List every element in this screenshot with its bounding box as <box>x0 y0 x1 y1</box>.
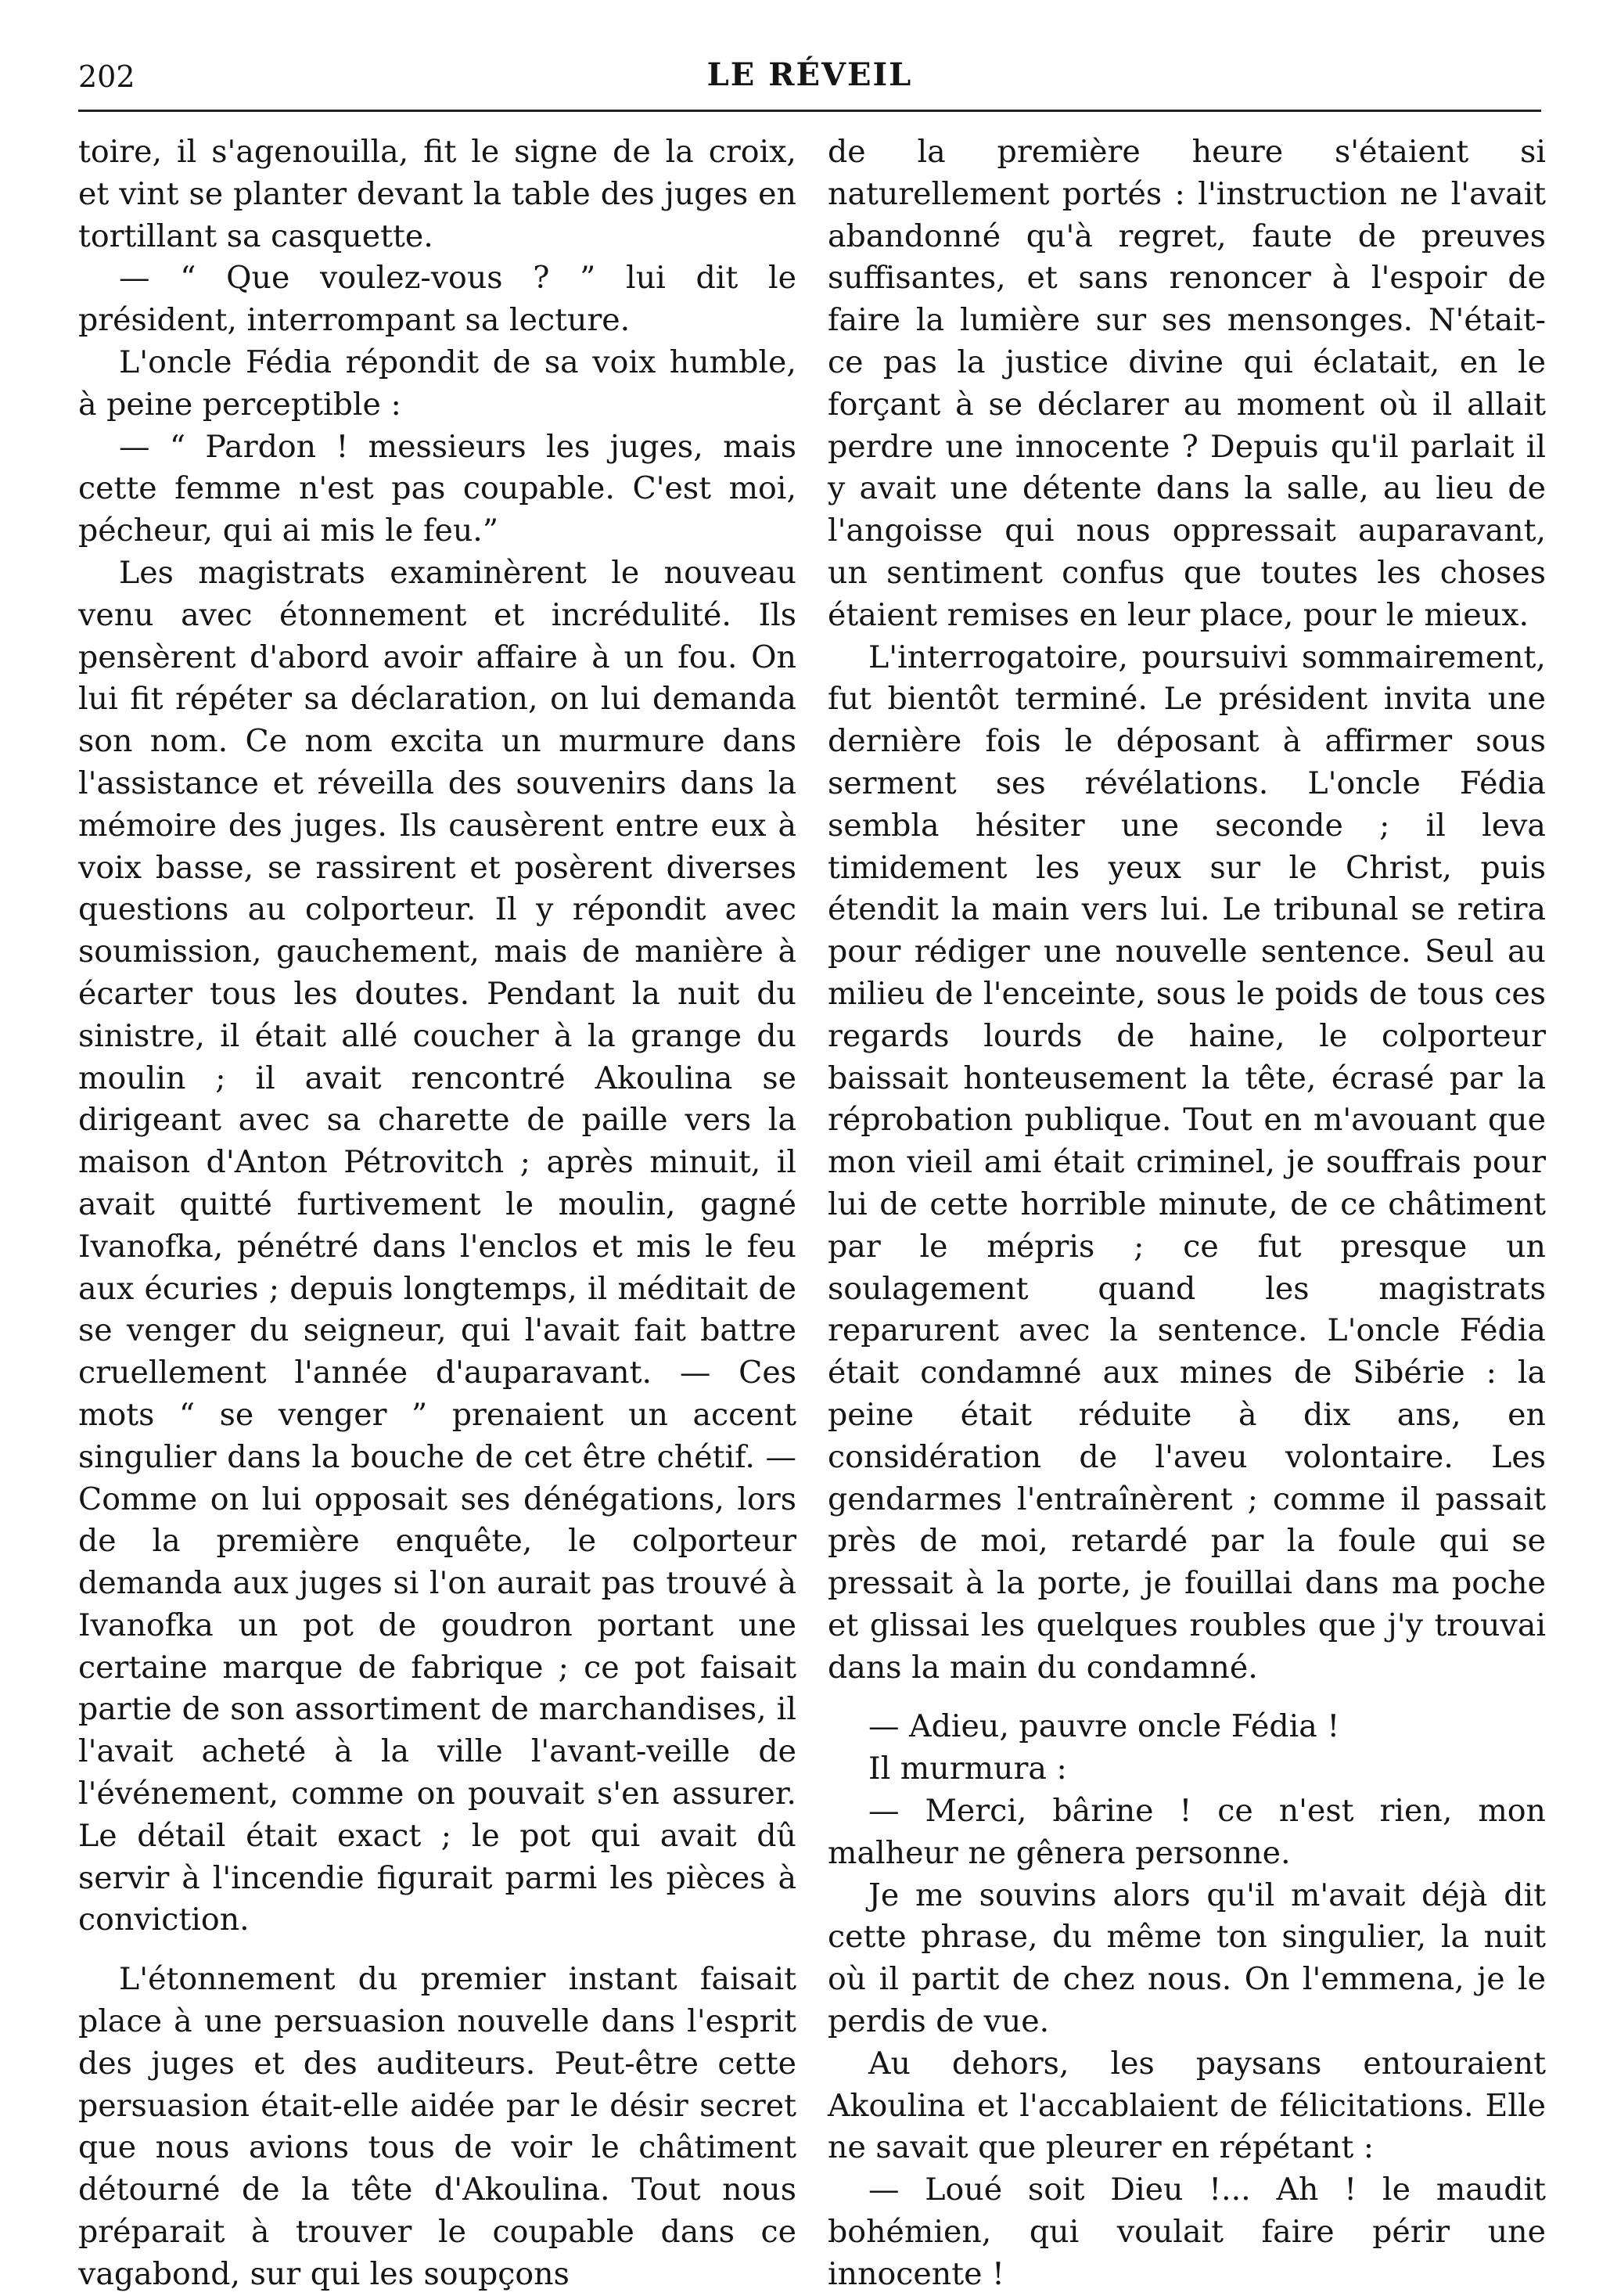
paragraph: L'interrogatoire, poursuivi sommairement, fut bientôt terminé. Le président invita une dernière fois le déposant à affirmer sous serment ses révélations. L'oncle Fédia sembla hésiter une seconde ; il leva timidement les yeux sur le Christ, puis étendit la main vers lui. Le tribunal se retira pour rédiger une nouvelle sentence. Seul au milieu de l'enceinte, sous le poids de tous ces regards lourds de haine, le colporteur baissait honteusement la tête, écrasé par la réprobation publique. Tout en m'avouant que mon vieil ami était criminel, je souffrais pour lui de cette horrible minute, de ce châtiment par le mépris ; ce fut presque un soulagement quand les magistrats reparurent avec la sentence. L'oncle Fédia était condamné aux mines de Sibérie : la peine était réduite à dix ans, en considération de l'aveu volontaire. Les gendarmes l'entraînèrent ; comme il passait près de moi, retardé par la foule qui se pressait à la porte, je fouillai dans ma poche et glissai les quelques roubles que j'y trouvai dans la main du condamné. <box>828 639 1546 1686</box>
paragraph: Je me souvins alors qu'il m'avait déjà dit cette phrase, du même ton singulier, la nuit où il partit de chez nous. On l'emmena, je le perdis de vue. <box>828 1877 1546 2040</box>
paragraph: — Merci, bârine ! ce n'est rien, mon malheur ne gênera personne. <box>828 1793 1546 1871</box>
page-number: 202 <box>78 59 135 94</box>
paragraph: L'étonnement du premier instant faisait place à une persuasion nouvelle dans l'esprit des juges et des auditeurs. Peut-être cette persuasion était-elle aidée par le désir secret que nous avions tous de voir le châtiment détourné de la tête d'Akoulina. Tout nous préparait à trouver le coupable dans ce vagabond, sur qui les soupçons <box>78 1961 796 2292</box>
page-header <box>78 47 1541 102</box>
right-column <box>828 131 1546 2292</box>
paragraph: Les magistrats examinèrent le nouveau venu avec étonnement et incrédulité. Ils pensèrent d'abord avoir affaire à un fou. On lui fit répéter sa déclaration, on lui demanda son nom. Ce nom excita un murmure dans l'assistance et réveilla des souvenirs dans la mémoire des juges. Ils causèrent entre eux à voix basse, se rassirent et posèrent diverses questions au colporteur. Il y répondit avec soumission, gauchement, mais de manière à écarter tous les doutes. Pendant la nuit du sinistre, il était allé coucher à la grange du moulin ; il avait rencontré Akoulina se dirigeant avec sa charette de paille vers la maison d'Anton Pétrovitch ; après minuit, il avait quitté furtivement le moulin, gagné Ivanofka, pénétré dans l'enclos et mis le feu aux écuries ; depuis longtemps, il méditait de se venger du seigneur, qui l'avait fait battre cruellement l'année d'auparavant. — Ces mots “ se venger ” prenaient un accent singulier dans la bouche de cet être chétif. — Comme on lui opposait ses dénégations, lors de la première enquête, le colporteur demanda aux juges si l'on aurait pas trouvé à Ivanofka un pot de goudron portant une certaine marque de fabrique ; ce pot faisait partie de son assortiment de marchandises, il l'avait acheté à la ville l'avant-veille de l'événement, comme on pouvait s'en assurer. Le détail était exact ; le pot qui avait dû servir à l'incendie figurait parmi les pièces à conviction. <box>78 554 796 1938</box>
paragraph: — “ Pardon ! messieurs les juges, mais cette femme n'est pas coupable. C'est moi, pécheur, qui ai mis le feu.” <box>78 428 796 549</box>
paragraph: L'oncle Fédia répondit de sa voix humble, à peine perceptible : <box>78 344 796 423</box>
left-column <box>78 131 796 2292</box>
header-rule <box>78 110 1541 112</box>
paragraph: toire, il s'agenouilla, fit le signe de la croix, et vint se planter devant la table des juges en tortillant sa casquette. <box>78 134 796 254</box>
paragraph: Au dehors, les paysans entouraient Akoulina et l'accablaient de félicitations. Elle ne savait que pleurer en répétant : <box>828 2045 1546 2166</box>
paragraph: — Adieu, pauvre oncle Fédia ! <box>868 1708 1340 1745</box>
running-title: LE RÉVEIL <box>706 56 913 93</box>
paragraph: de la première heure s'étaient si naturellement portés : l'instruction ne l'avait abandonné qu'à regret, faute de preuves suffisantes, et sans renoncer à l'espoir de faire la lumière sur ses mensonges. N'était-ce pas la justice divine qui éclatait, en le forçant à se déclarer au moment où il allait perdre une innocente ? Depuis qu'il parlait il y avait une détente dans la salle, au lieu de l'angoisse qui nous oppressait auparavant, un sentiment confus que toutes les choses étaient remises en leur place, pour le mieux. <box>828 134 1546 633</box>
paragraph: Il murmura : <box>868 1751 1067 1787</box>
paragraph: — “ Que voulez-vous ? ” lui dit le président, interrompant sa lecture. <box>78 260 796 339</box>
paragraph: — Loué soit Dieu !... Ah ! le maudit bohémien, qui voulait faire périr une innocente ! <box>828 2172 1546 2292</box>
